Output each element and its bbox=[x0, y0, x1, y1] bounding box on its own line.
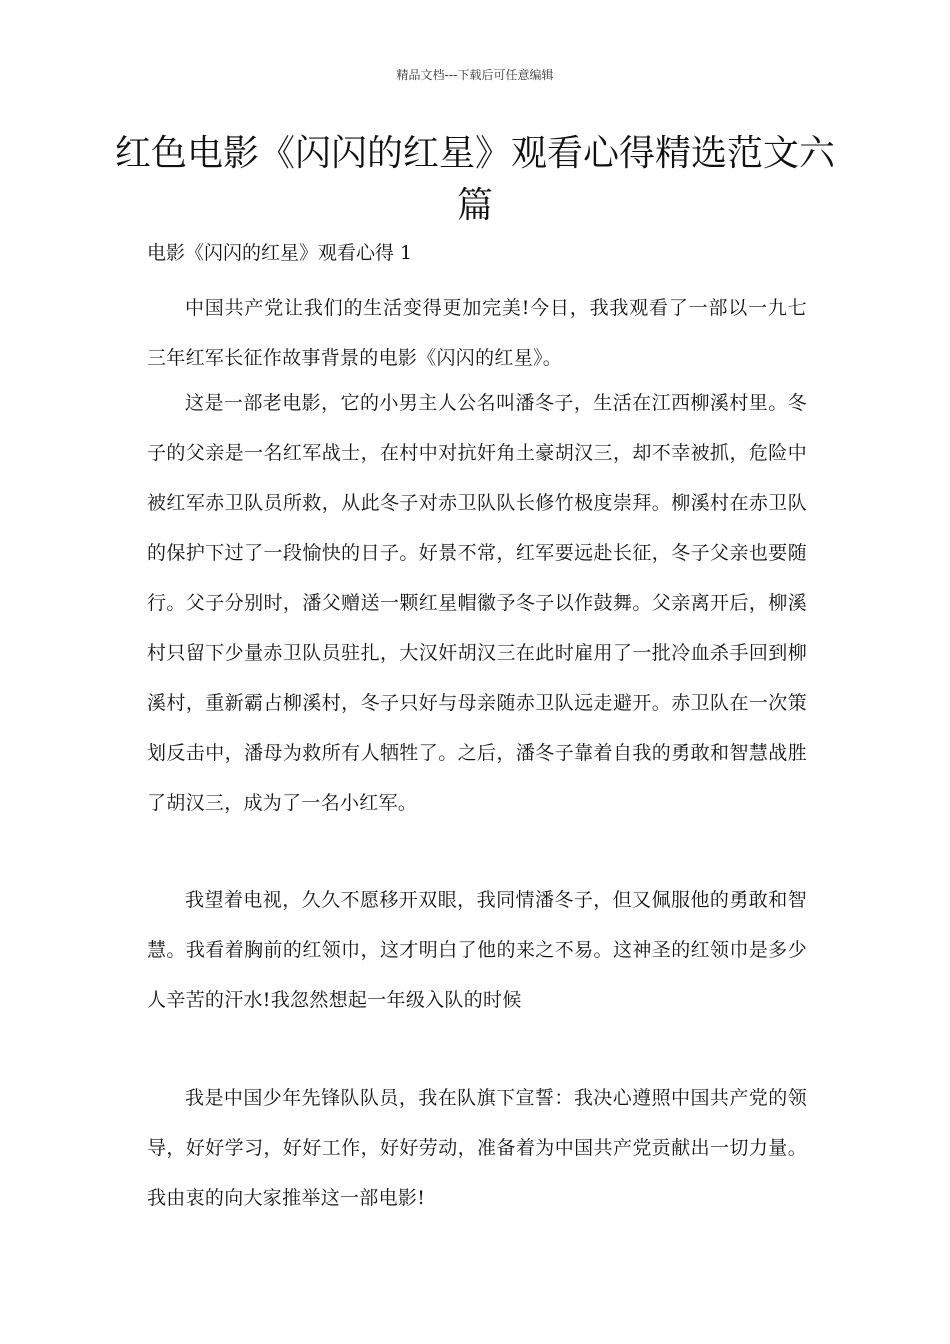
section-heading: 电影《闪闪的红星》观看心得 1 bbox=[147, 242, 413, 264]
paragraph-3: 我望着电视，久久不愿移开双眼，我同情潘冬子，但又佩服他的勇敢和智慧。我看着胸前的红领巾，这才明白了他的来之不易。这神圣的红领巾是多少人辛苦的汗水!我忽然想起一年级入队的时候 bbox=[147, 889, 807, 1011]
document-title: 红色电影《闪闪的红星》观看心得精选范文六篇 bbox=[114, 133, 835, 226]
paragraph-4: 我是中国少年先锋队队员，我在队旗下宣誓：我决心遵照中国共产党的领导，好好学习，好好工作，好好劳动，准备着为中国共产党贡献出一切力量。我由衷的向大家推举这一部电影! bbox=[147, 1087, 807, 1209]
paragraph-1: 中国共产党让我们的生活变得更加完美!今日，我我观看了一部以一九七三年红军长征作故事背景的电影《闪闪的红星》。 bbox=[147, 297, 807, 369]
paragraph-2: 这是一部老电影，它的小男主人公名叫潘冬子，生活在江西柳溪村里。冬子的父亲是一名红军战士，在村中对抗奸角土豪胡汉三，却不幸被抓，危险中被红军赤卫队员所救，从此冬子对赤卫队队长修竹极度崇拜。柳溪村在赤卫队的保护下过了一段愉快的日子。好景不常，红军要远赴长征，冬子父亲也要随行。父子分别时，潘父赠送一颗红星帽徽予冬子以作鼓舞。父亲离开后，柳溪村只留下少量赤卫队员驻扎，大汉奸胡汉三在此时雇用了一批冷血杀手回到柳溪村，重新霸占柳溪村，冬子只好与母亲随赤卫队远走避开。赤卫队在一次策划反击中，潘母为救所有人牺牲了。之后，潘冬子靠着自我的勇敢和智慧战胜了胡汉三，成为了一名小红军。 bbox=[147, 392, 807, 814]
header-note: 精品文档---下载后可任意编辑 bbox=[396, 68, 554, 82]
